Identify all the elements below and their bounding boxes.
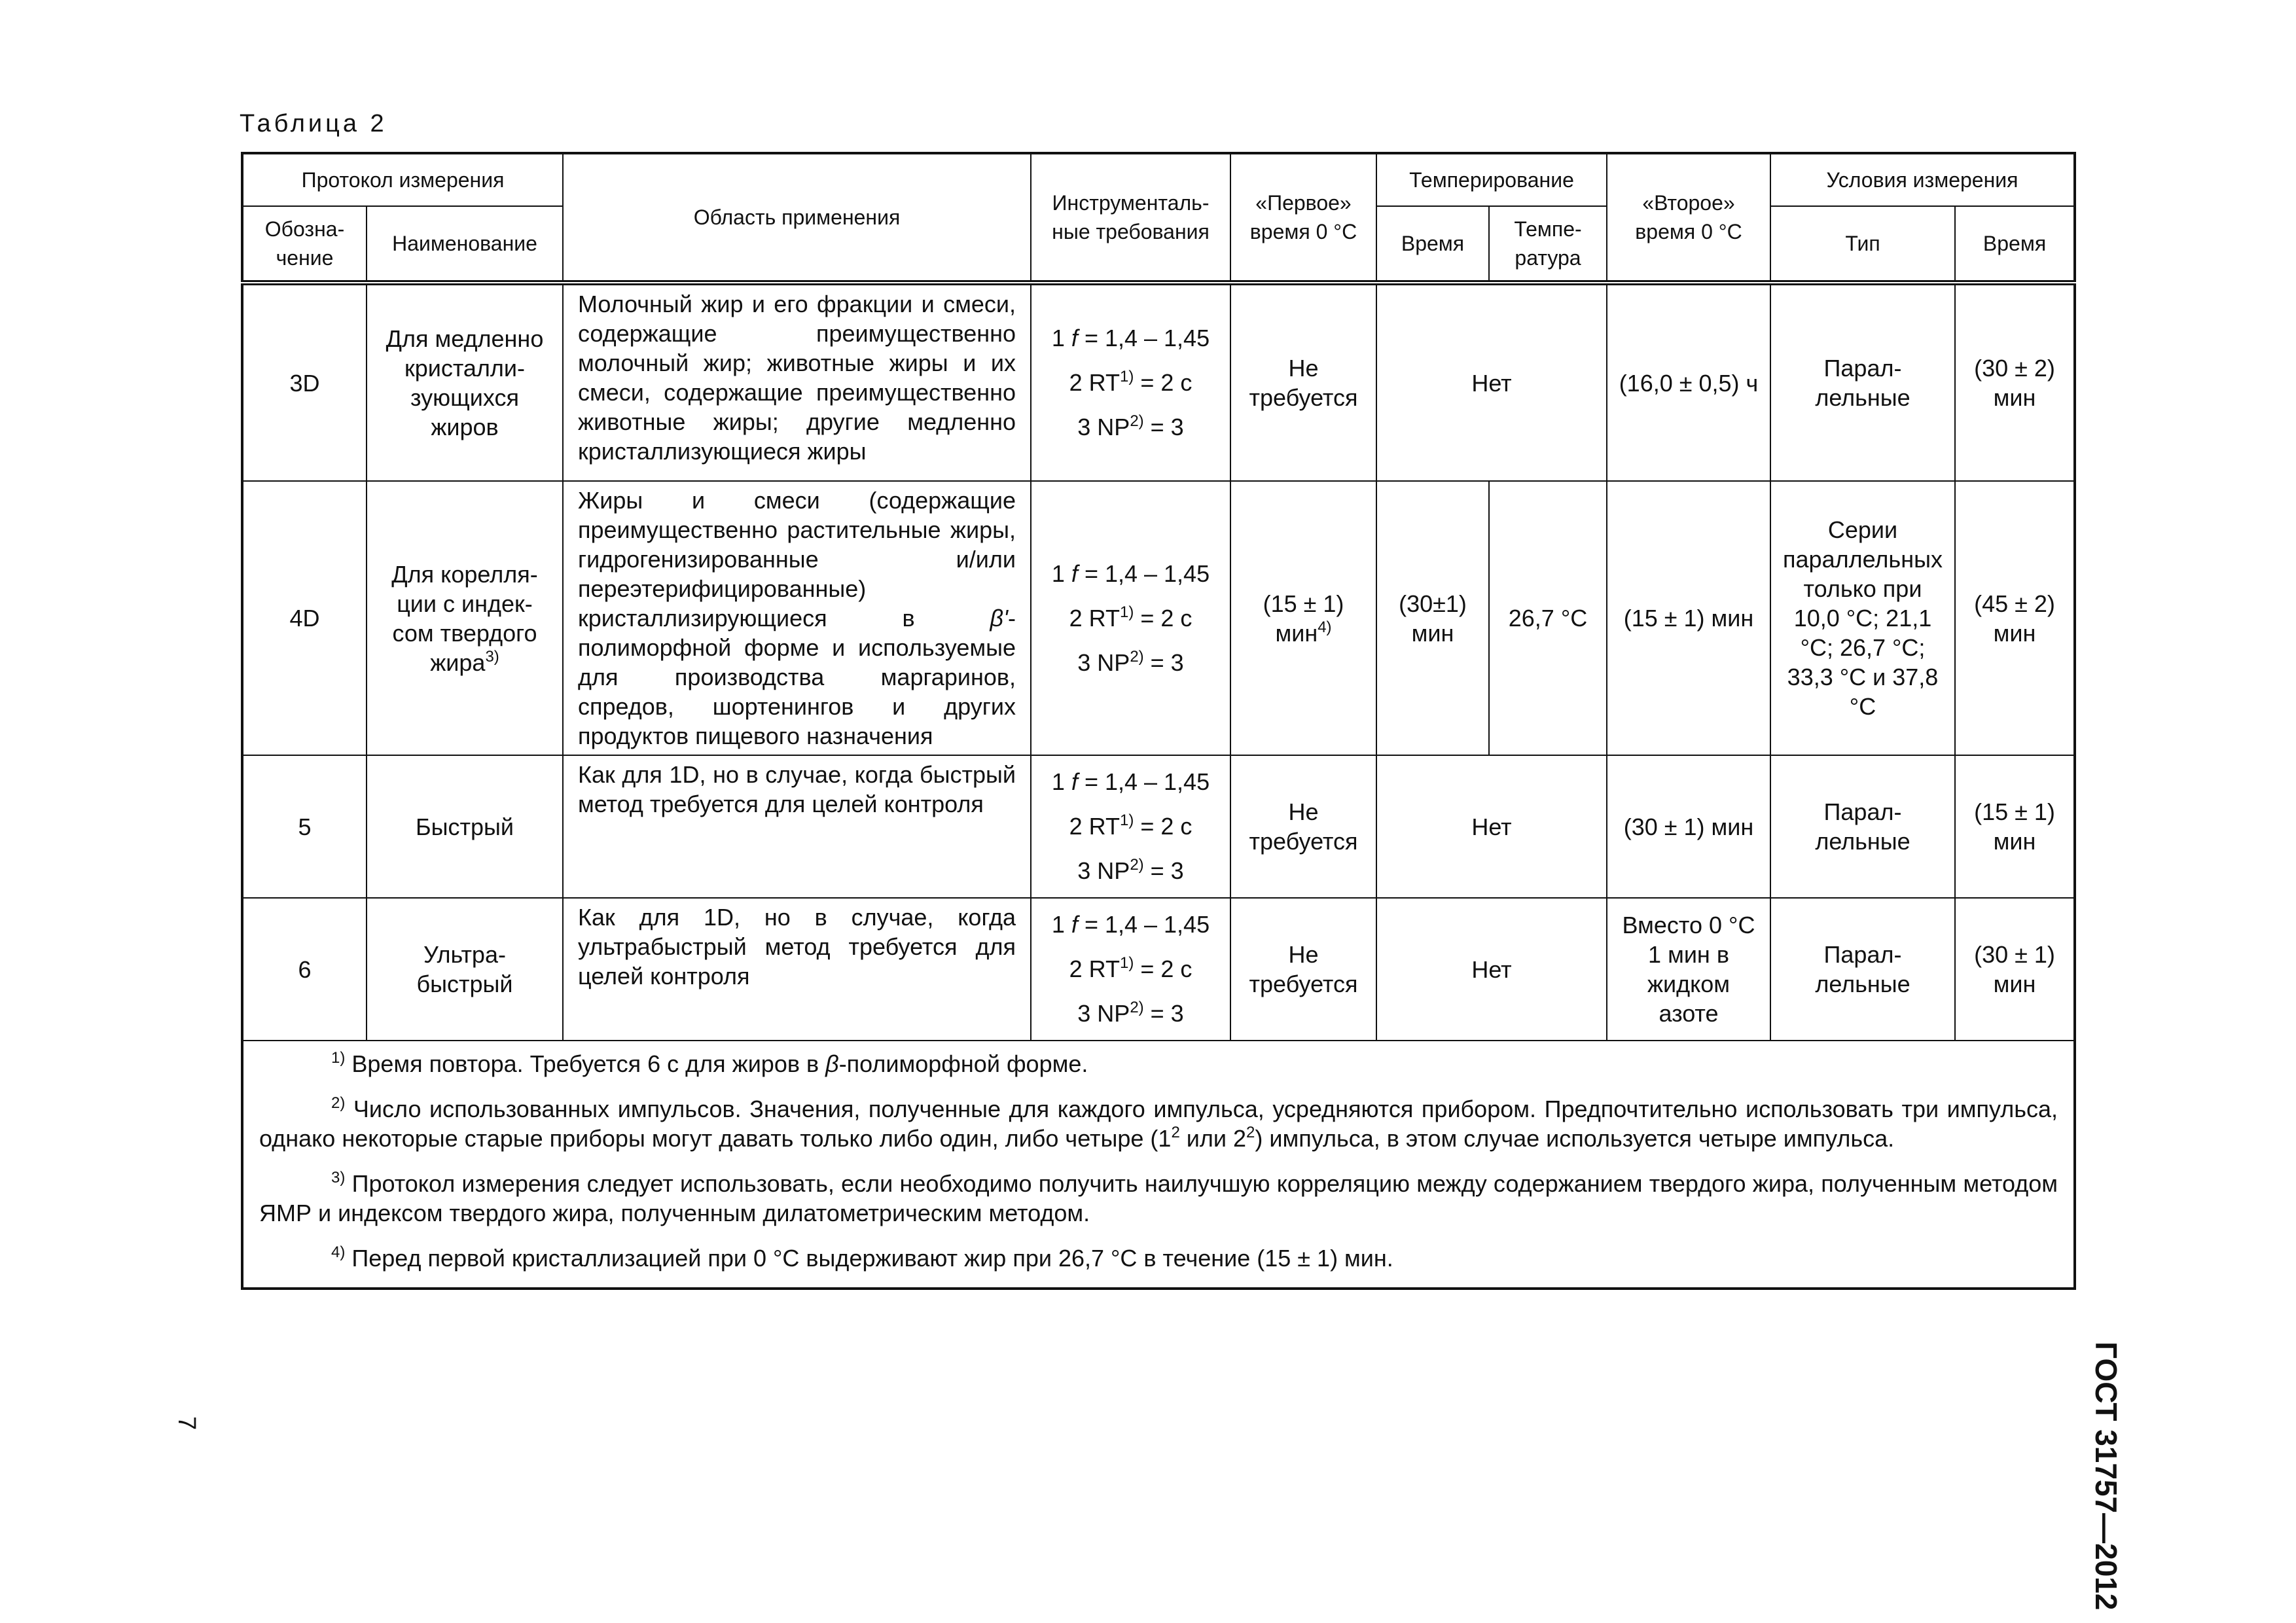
page-number: 7 xyxy=(173,1416,200,1431)
cell-application: Как для 1D, но в случае, когда ультрабыстрый метод требуется для целей контроля xyxy=(563,898,1031,1041)
table-row xyxy=(242,481,2075,755)
cell-second-time: (30 ± 1) мин xyxy=(1607,755,1770,898)
table-caption: Таблица 2 xyxy=(240,110,387,137)
cell-cond-type: Серии параллельных только при 10,0 °С; 21,1 °С; 26,7 °С; 33,3 °С и 37,8 °С xyxy=(1770,481,1955,755)
header-tempering-time: Время xyxy=(1376,206,1489,283)
table-row xyxy=(242,283,2075,481)
header-cond-type: Тип xyxy=(1770,206,1955,283)
cell-instrument: 1 f = 1,4 – 1,45 2 $RT^{1)} = 2$ с 3 $NP^{2)} = 3$ xyxy=(1031,283,1230,481)
cell-instrument: 1 f = 1,4 – 1,45 2 $RT^{1)} = 2$ с 3 $NP^{2)} = 3$ xyxy=(1031,755,1230,898)
table-row xyxy=(242,898,2075,1041)
cell-tempering-time: (30±1) мин xyxy=(1376,481,1489,755)
cell-first-time: (15 ± 1) мин$^{4)}$ xyxy=(1230,481,1376,755)
cell-application: Молочный жир и его фракции и смеси, содержащие преимущественно молочный жир; животные жиры и их смеси, содержащие преимущественно животные жиры; другие медленно кристаллизующиеся жиры xyxy=(563,283,1031,481)
header-tempering: Темперирование xyxy=(1376,153,1607,206)
header-second-time: «Второе» время 0 °С xyxy=(1607,153,1770,283)
footnote-1: $^{1)}$ Время повтора. Требуется 6 с для жиров в β-полиморфной форме. xyxy=(331,1049,1088,1077)
cell-second-time: (16,0 ± 0,5) ч xyxy=(1607,283,1770,481)
cell-first-time: Не требуется xyxy=(1230,283,1376,481)
footnotes-row xyxy=(242,1041,2075,1289)
footnote-4: $^{4)}$ Перед первой кристаллизацией при 0 °С выдерживают жир при 26,7 °С в течение (15 ± 1) мин. xyxy=(331,1243,1393,1272)
header-conditions: Условия измерения xyxy=(1770,153,2075,206)
cell-second-time: (15 ± 1) мин xyxy=(1607,481,1770,755)
cell-name: Быстрый xyxy=(367,755,563,898)
cell-tempering: Нет xyxy=(1376,898,1607,1041)
cell-application: Как для 1D, но в случае, когда быстрый метод требуется для целей контроля xyxy=(563,755,1031,898)
cell-instrument: 1 f = 1,4 – 1,45 2 $RT^{1)} = 2$ с 3 $NP^{2)} = 3$ xyxy=(1031,481,1230,755)
cell-designation: 4D xyxy=(242,481,367,755)
header-application: Область применения xyxy=(563,153,1031,283)
cell-first-time: Не требуется xyxy=(1230,898,1376,1041)
cell-application: Жиры и смеси (содержащие преимущественно растительные жиры, гидрогенизированные и/или переэтерифицированные) кристаллизирующиеся в β'-полиморфной форме и используемые для производства маргаринов, спредов, шортенингов и других продуктов пищевого назначения xyxy=(563,481,1031,755)
footnotes-cell xyxy=(242,1041,2075,1289)
cell-cond-time: (30 ± 2) мин xyxy=(1955,283,2075,481)
cell-cond-time: (45 ± 2) мин xyxy=(1955,481,2075,755)
cell-name: Ультра-быстрый xyxy=(367,898,563,1041)
table-row xyxy=(242,755,2075,898)
cell-cond-type: Парал-лельные xyxy=(1770,755,1955,898)
cell-name: Для медленно кристалли-зующихся жиров xyxy=(367,283,563,481)
cell-cond-type: Парал-лельные xyxy=(1770,898,1955,1041)
cell-tempering: Нет xyxy=(1376,283,1607,481)
header-name: Наименование xyxy=(367,206,563,283)
footnote-3: $^{3)}$ Протокол измерения следует использовать, если необходимо получить наилучшую корреляцию между содержанием твердого жира, полученным методом ЯМР и индексом твердого жира, полученным дилатометрическим методом. xyxy=(259,1169,2058,1226)
cell-name: Для корелля-ции с индек-сом твердого жира$^{3)}$ xyxy=(367,481,563,755)
cell-cond-type: Парал-лельные xyxy=(1770,283,1955,481)
header-protocol: Протокол измерения xyxy=(242,153,563,206)
cell-tempering-temp: 26,7 °С xyxy=(1489,481,1607,755)
data-table xyxy=(241,152,2076,1290)
footnote-2: $^{2)}$ Число использованных импульсов. Значения, полученные для каждого импульса, усредняются прибором. Предпочтительно использовать три импульса, однако некоторые старые приборы могут давать только либо один, либо четыре ($1^2$ или $2^2$) импульса, в этом случае используется четыре импульса. xyxy=(259,1094,2058,1152)
standard-id: ГОСТ 31757—2012 xyxy=(2089,1342,2123,1611)
cell-second-time: Вместо 0 °С 1 мин в жидком азоте xyxy=(1607,898,1770,1041)
cell-first-time: Не требуется xyxy=(1230,755,1376,898)
cell-cond-time: (15 ± 1) мин xyxy=(1955,755,2075,898)
header-cond-time: Время xyxy=(1955,206,2075,283)
cell-tempering: Нет xyxy=(1376,755,1607,898)
header-first-time: «Первое» время 0 °С xyxy=(1230,153,1376,283)
cell-cond-time: (30 ± 1) мин xyxy=(1955,898,2075,1041)
cell-instrument: 1 f = 1,4 – 1,45 2 $RT^{1)} = 2$ с 3 $NP^{2)} = 3$ xyxy=(1031,898,1230,1041)
cell-designation: 6 xyxy=(242,898,367,1041)
cell-designation: 3D xyxy=(242,283,367,481)
header-instrument: Инструменталь-ные требования xyxy=(1031,153,1230,283)
cell-designation: 5 xyxy=(242,755,367,898)
header-tempering-temp: Темпе-ратура xyxy=(1489,206,1607,283)
header-designation: Обозна-чение xyxy=(242,206,367,283)
